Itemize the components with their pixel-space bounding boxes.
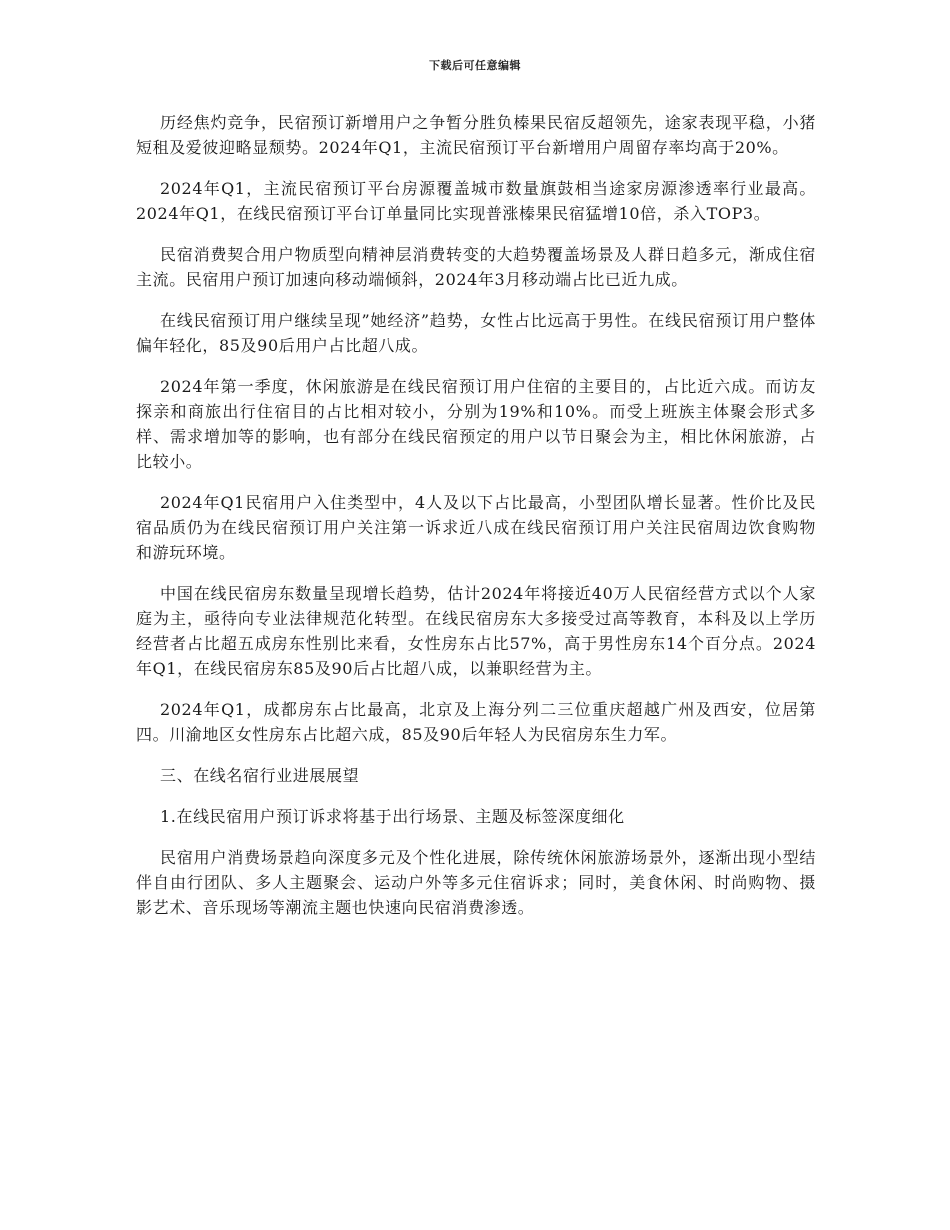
- paragraph-2: 2024年Q1，主流民宿预订平台房源覆盖城市数量旗鼓相当途家房源渗透率行业最高。2024年Q1，在线民宿预订平台订单量同比实现普涨榛果民宿猛增10倍，杀入TOP3。: [136, 179, 816, 223]
- paragraph-3: 民宿消费契合用户物质型向精神层消费转变的大趋势覆盖场景及人群日趋多元，渐成住宿主流。民宿用户预订加速向移动端倾斜，2024年3月移动端占比已近九成。: [136, 245, 816, 289]
- paragraph-1: 历经焦灼竞争，民宿预订新增用户之争暂分胜负榛果民宿反超领先，途家表现平稳，小猪短租及爱彼迎略显颓势。2024年Q1，主流民宿预订平台新增用户周留存率均高于20%。: [136, 113, 816, 157]
- paragraph-4: 在线民宿预订用户继续呈现”她经济”趋势，女性占比远高于男性。在线民宿预订用户整体偏年轻化，85及90后用户占比超八成。: [136, 311, 816, 355]
- paragraph-8: 2024年Q1，成都房东占比最高，北京及上海分列二三位重庆超越广州及西安，位居第四。川渝地区女性房东占比超六成，85及90后年轻人为民宿房东生力军。: [136, 700, 816, 744]
- document-body: [136, 110, 816, 936]
- paragraph-7: 中国在线民宿房东数量呈现增长趋势，估计2024年将接近40万人民宿经营方式以个人家庭为主，亟待向专业法律规范化转型。在线民宿房东大多接受过高等教育，本科及以上学历经营者占比超五成房东性别比来看，女性房东占比57%，高于男性房东14个百分点。2024年Q1，在线民宿房东85及90后占比超八成，以兼职经营为主。: [136, 584, 816, 678]
- subsection-heading: 1.在线民宿用户预订诉求将基于出行场景、主题及标签深度细化: [160, 807, 625, 826]
- closing-paragraph: 民宿用户消费场景趋向深度多元及个性化进展，除传统休闲旅游场景外，逐渐出现小型结伴自由行团队、多人主题聚会、运动户外等多元住宿诉求；同时，美食休闲、时尚购物、摄影艺术、音乐现场等潮流主题也快速向民宿消费渗透。: [136, 848, 816, 917]
- page-header: 下载后可任意编辑: [429, 59, 521, 72]
- paragraph-6: 2024年Q1民宿用户入住类型中，4人及以下占比最高，小型团队增长显著。性价比及民宿品质仍为在线民宿预订用户关注第一诉求近八成在线民宿预订用户关注民宿周边饮食购物和游玩环境。: [136, 493, 816, 562]
- paragraph-5: 2024年第一季度，休闲旅游是在线民宿预订用户住宿的主要目的，占比近六成。而访友探亲和商旅出行住宿目的占比相对较小，分别为19%和10%。而受上班族主体聚会形式多样、需求增加等的影响，也有部分在线民宿预定的用户以节日聚会为主，相比休闲旅游，占比较小。: [136, 377, 816, 471]
- section-heading: 三、在线名宿行业进展展望: [160, 766, 360, 785]
